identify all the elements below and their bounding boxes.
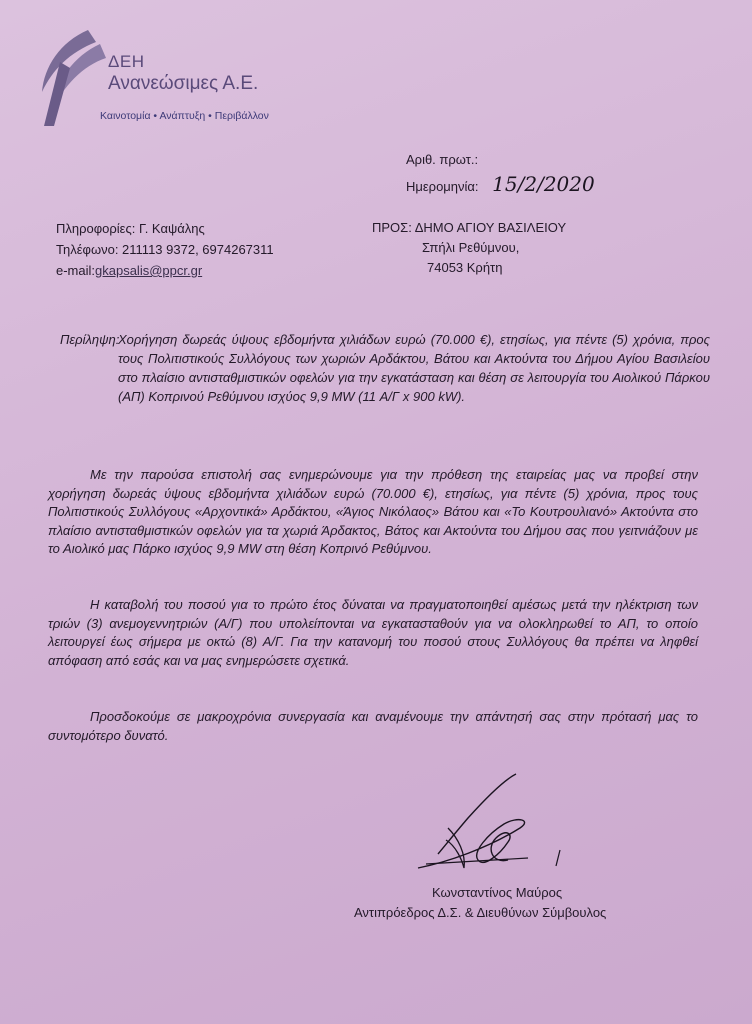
sender-contact-person: Πληροφορίες: Γ. Καψάλης	[56, 221, 205, 236]
summary-section	[60, 330, 710, 406]
recipient-address-line2: 74053 Κρήτη	[427, 260, 503, 275]
company-name-line2: Ανανεώσιμες Α.Ε.	[108, 73, 259, 94]
recipient-name: ΠΡΟΣ: ΔΗΜΟ ΑΓΙΟΥ ΒΑΣΙΛΕΙΟΥ	[372, 220, 567, 235]
summary-text: Χορήγηση δωρεάς ύψους εβδομήντα χιλιάδων ευρώ (70.000 €), ετησίως, για πέντε (5) χρόνια, προς τους Πολιτιστικούς Συλλόγους των χωριών Αρδάκτου, Βάτου και Ακτούντα του Δήμου Αγίου Βασιλείου στο πλαίσιο αντισταθμιστικών οφελών για την εγκατάσταση και θέση σε λειτουργία του Αιολικού Πάρκου (ΑΠ) Κοπρινού Ρεθύμνου ισχύος 9,9 MW (11 Α/Γ x 900 kW).	[118, 332, 710, 404]
recipient-address-line1: Σπήλι Ρεθύμνου,	[422, 240, 520, 255]
company-name	[108, 52, 258, 95]
date-value: 15/2/2020	[492, 172, 595, 196]
company-name-line1: ΔΕΗ	[108, 52, 145, 71]
protocol-label: Αριθ. πρωτ.:	[406, 152, 479, 167]
date-row	[406, 172, 595, 196]
summary-label: Περίληψη:	[60, 332, 120, 347]
sender-email-label: e-mail:	[56, 263, 96, 278]
body-paragraph-3: Προσδοκούμε σε μακροχρόνια συνεργασία και αναμένουμε την απάντησή σας στην πρότασή μας το συντομότερο δυνατό.	[48, 709, 698, 743]
sender-phone: Τηλέφωνο: 211113 9372, 6974267311	[56, 242, 274, 257]
sender-email-value: gkapsalis@ppcr.gr	[95, 263, 203, 278]
protocol-number	[406, 152, 478, 167]
signatory-name: Κωνσταντίνος Μαύρος	[432, 885, 563, 900]
body-paragraph-2: Η καταβολή του ποσού για το πρώτο έτος δύναται να πραγματοποιηθεί αμέσως μετά την ηλέκτριση των τριών (3) ανεμογεννητριών (Α/Γ) που υπολείπονται να εγκατασταθούν για να ολοκληρωθεί το ΑΠ, το οποίο λειτουργεί έως σήμερα με οκτώ (8) Α/Γ. Για την κατανομή του ποσού στους Συλλόγους θα πρέπει να ληφθεί απόφαση από εσάς και να μας ενημερώσετε σχετικά.	[48, 597, 698, 668]
company-tagline: Καινοτομία • Ανάπτυξη • Περιβάλλον	[100, 110, 269, 122]
handwritten-signature	[408, 768, 568, 878]
sender-info	[56, 218, 274, 281]
signatory-title: Αντιπρόεδρος Δ.Σ. & Διευθύνων Σύμβουλος	[354, 905, 607, 920]
date-label: Ημερομηνία:	[406, 179, 479, 194]
body-paragraph-1: Με την παρούσα επιστολή σας ενημερώνουμε για την πρόθεση της εταιρείας μας να προβεί στην χορήγηση δωρεάς ύψους εβδομήντα χιλιάδων ευρώ (70.000 €), ετησίως, για πέντε (5) χρόνια, προς τους Πολιτιστικούς Συλλόγους «Αρχοντικά» Αρδάκτου, «Άγιος Νικόλαος» Βάτου και «Το Κουτρουλιανό» Ακτούντα στο πλαίσιο αντισταθμιστικών οφελών για τα χωριά Άρδακτος, Βάτος και Ακτούντα του Δήμου σας που γειτνιάζουν με το Αιολικό μας Πάρκο ισχύος 9,9 MW στη θέση Κοπρινό Ρεθύμνου.	[48, 467, 698, 556]
recipient-block	[372, 218, 566, 278]
sender-email	[56, 260, 274, 281]
company-logo-icon	[30, 22, 110, 132]
